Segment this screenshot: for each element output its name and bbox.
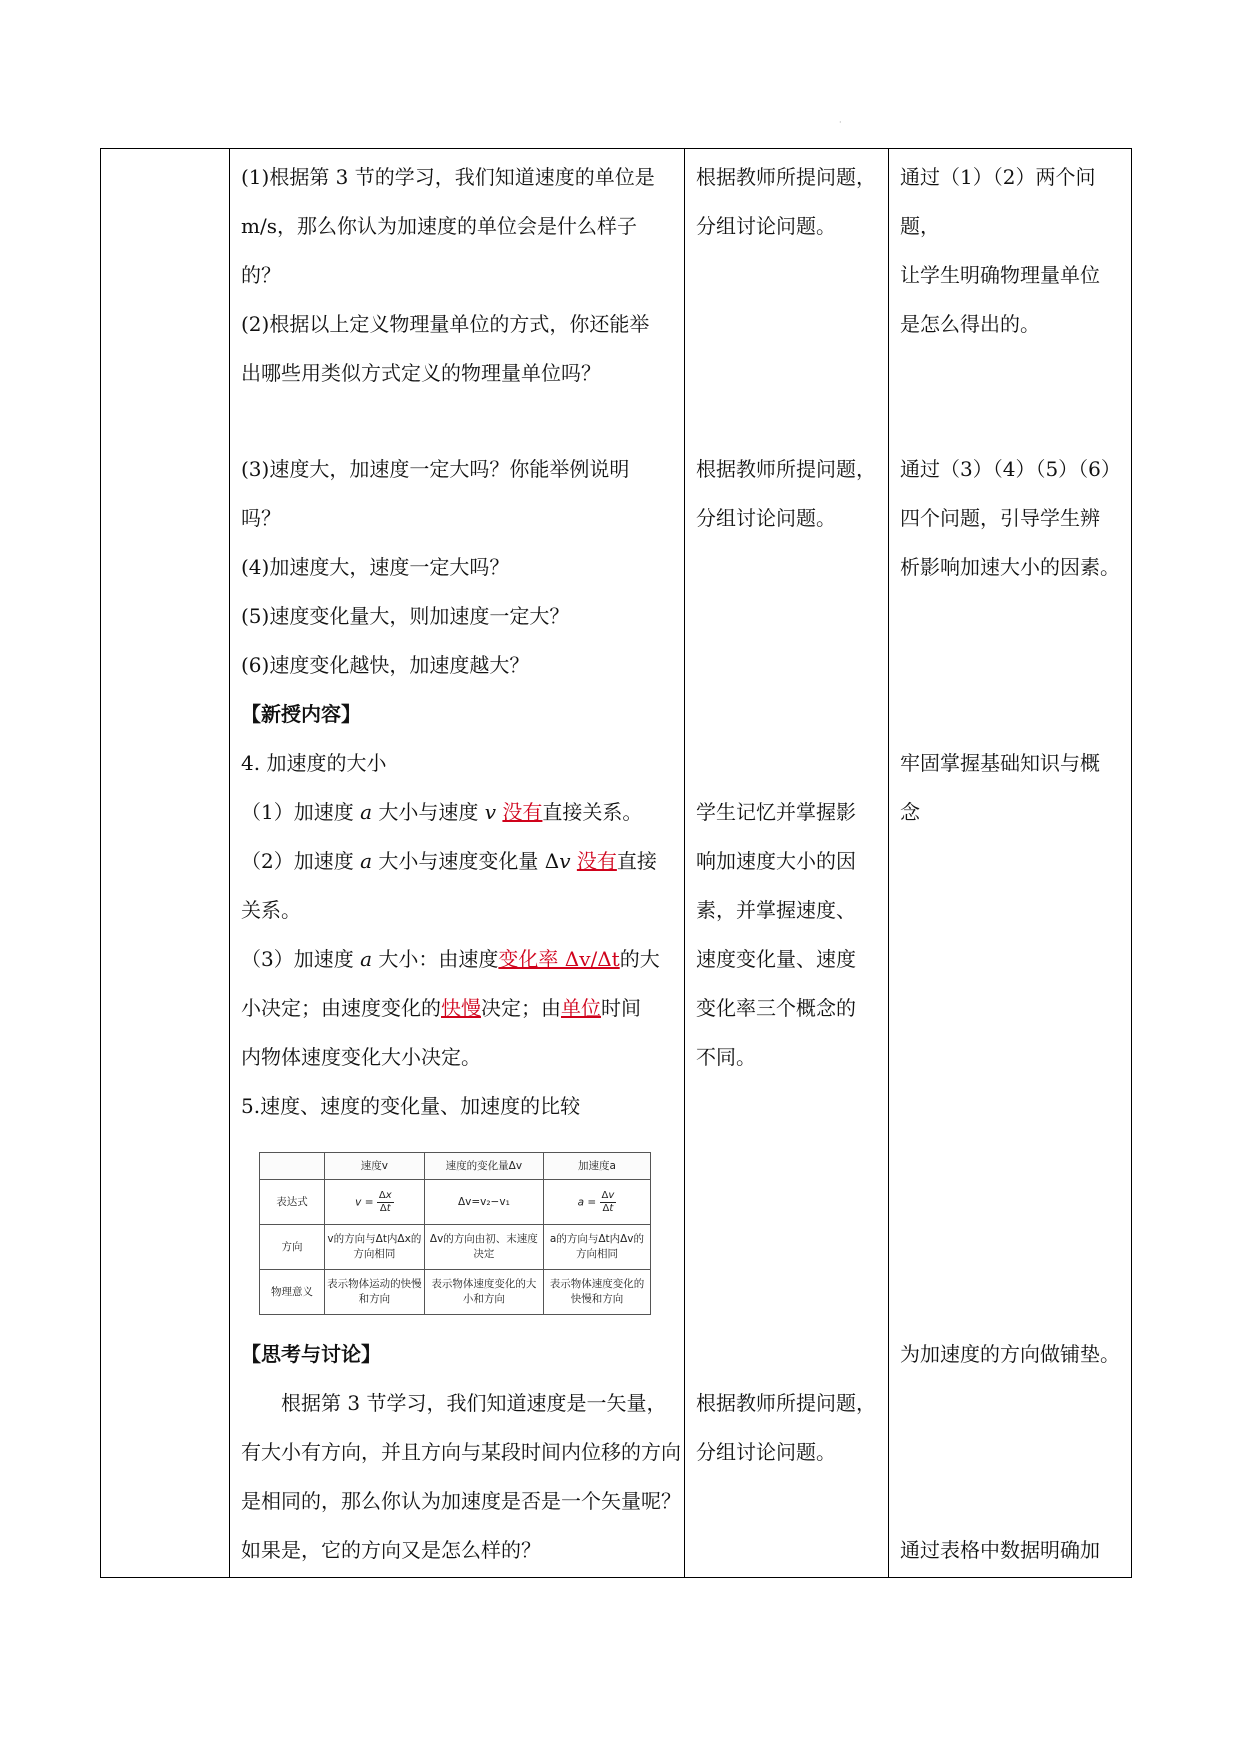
header-cell: [260, 1153, 325, 1180]
column-divider-2: [684, 149, 685, 1577]
text-line: 响加速度大小的因: [696, 849, 856, 873]
text-line: 分组讨论问题。: [696, 1440, 836, 1464]
text-line: 牢固掌握基础知识与概: [900, 751, 1100, 775]
table-cell: v的方向与Δt内Δx的方向相同: [325, 1225, 425, 1270]
header-cell: 加速度a: [543, 1153, 650, 1180]
column-divider-3: [888, 149, 889, 1577]
text-line: (1)根据第 3 节的学习，我们知道速度的单位是: [241, 165, 655, 189]
item-4-3: （3）加速度 a 大小：由速度变化率 Δv/Δt的大: [241, 947, 660, 971]
page-mark: ·: [839, 118, 842, 127]
text-line: 念: [900, 800, 920, 824]
column-divider-1: [229, 149, 230, 1577]
table-row: [260, 1225, 651, 1270]
item-4-3-line-2: 小决定；由速度变化的快慢决定；由单位时间: [241, 996, 641, 1020]
item-4-2: （2）加速度 a 大小与速度变化量 Δv 没有直接: [241, 849, 657, 873]
table-cell: Δv的方向由初、末速度决定: [424, 1225, 543, 1270]
activity-block-2: [696, 445, 886, 543]
formula-velocity-change: Δv=v₂−v₁: [424, 1180, 543, 1225]
row-label: 物理意义: [260, 1270, 325, 1315]
text-line: 的？: [241, 263, 281, 287]
comparison-table: [259, 1152, 651, 1315]
intent-block-1: [900, 153, 1130, 349]
activity-block-4: [696, 1379, 886, 1477]
table-row: [260, 1270, 651, 1315]
text-line: 根据教师所提问题，: [696, 165, 876, 189]
item-4-title: 4. 加速度的大小: [241, 751, 387, 775]
text-line: (4)加速度大，速度一定大吗？: [241, 555, 510, 579]
text-line: 不同。: [696, 1045, 756, 1069]
formula-velocity: v = $\frac{\Delta x}{\Delta t}$: [325, 1180, 425, 1225]
header-cell: 速度v: [325, 1153, 425, 1180]
activity-block-3: [696, 788, 886, 1082]
section-heading-discussion: 【思考与讨论】: [241, 1342, 381, 1366]
table-cell: 表示物体速度变化的快慢和方向: [543, 1270, 650, 1315]
text-line: 四个问题，引导学生辨: [900, 506, 1100, 530]
text-line: m/s，那么你认为加速度的单位会是什么样子: [241, 214, 637, 238]
text-line: 让学生明确物理量单位: [900, 263, 1100, 287]
text-line: 素，并掌握速度、: [696, 898, 856, 922]
item-5-title: 5.速度、速度的变化量、加速度的比较: [241, 1094, 581, 1118]
text-line: 通过表格中数据明确加: [900, 1538, 1100, 1562]
text-line: 速度变化量、速度: [696, 947, 856, 971]
activity-block-1: [696, 153, 886, 251]
formula-acceleration: a = $\frac{\Delta v}{\Delta t}$: [543, 1180, 650, 1225]
section-heading-new-content: 【新授内容】: [241, 702, 361, 726]
item-4-1: （1）加速度 a 大小与速度 v 没有直接关系。: [241, 800, 643, 824]
text-line: 分组讨论问题。: [696, 214, 836, 238]
text-line: 析影响加速大小的因素。: [900, 555, 1120, 579]
intent-block-3: [900, 739, 1130, 837]
row-label: 表达式: [260, 1180, 325, 1225]
text-line: (5)速度变化量大，则加速度一定大？: [241, 604, 570, 628]
text-line: 出哪些用类似方式定义的物理量单位吗？: [241, 361, 601, 385]
discussion-paragraph: 根据第 3 节学习，我们知道速度是一矢量，有大小有方向，并且方向与某段时间内位移的方向是相同的，那么你认为加速度是否是一个矢量呢？如果是，它的方向又是怎么样的？: [241, 1391, 681, 1562]
intent-block-2: [900, 445, 1130, 592]
text-line: 变化率三个概念的: [696, 996, 856, 1020]
question-block-1: [241, 153, 681, 398]
text-line: (2)根据以上定义物理量单位的方式，你还能举: [241, 312, 650, 336]
intent-block-4: [900, 1330, 1130, 1379]
discussion-block: [241, 1330, 681, 1575]
text-line: (3)速度大，加速度一定大吗？你能举例说明: [241, 457, 630, 481]
table-cell: 表示物体速度变化的大小和方向: [424, 1270, 543, 1315]
text-line: 为加速度的方向做铺垫。: [900, 1342, 1120, 1366]
text-line: 关系。: [241, 898, 301, 922]
text-line: 根据教师所提问题，: [696, 457, 876, 481]
text-line: 分组讨论问题。: [696, 506, 836, 530]
intent-block-5: [900, 1526, 1130, 1575]
text-line: 内物体速度变化大小决定。: [241, 1045, 481, 1069]
table-cell: 表示物体运动的快慢和方向: [325, 1270, 425, 1315]
header-cell: 速度的变化量Δv: [424, 1153, 543, 1180]
table-cell: a的方向与Δt内Δv的方向相同: [543, 1225, 650, 1270]
comparison-header-row: [260, 1153, 651, 1180]
text-line: 吗？: [241, 506, 281, 530]
text-line: 学生记忆并掌握影: [696, 800, 856, 824]
text-line: 通过（3）（4）（5）（6）: [900, 457, 1121, 481]
text-line: 根据教师所提问题，: [696, 1391, 876, 1415]
text-line: 是怎么得出的。: [900, 312, 1040, 336]
text-line: (6)速度变化越快，加速度越大？: [241, 653, 530, 677]
row-label: 方向: [260, 1225, 325, 1270]
text-line: 通过（1）（2）两个问题，: [900, 165, 1096, 238]
table-row: [260, 1180, 651, 1225]
question-block-2: [241, 445, 681, 1131]
